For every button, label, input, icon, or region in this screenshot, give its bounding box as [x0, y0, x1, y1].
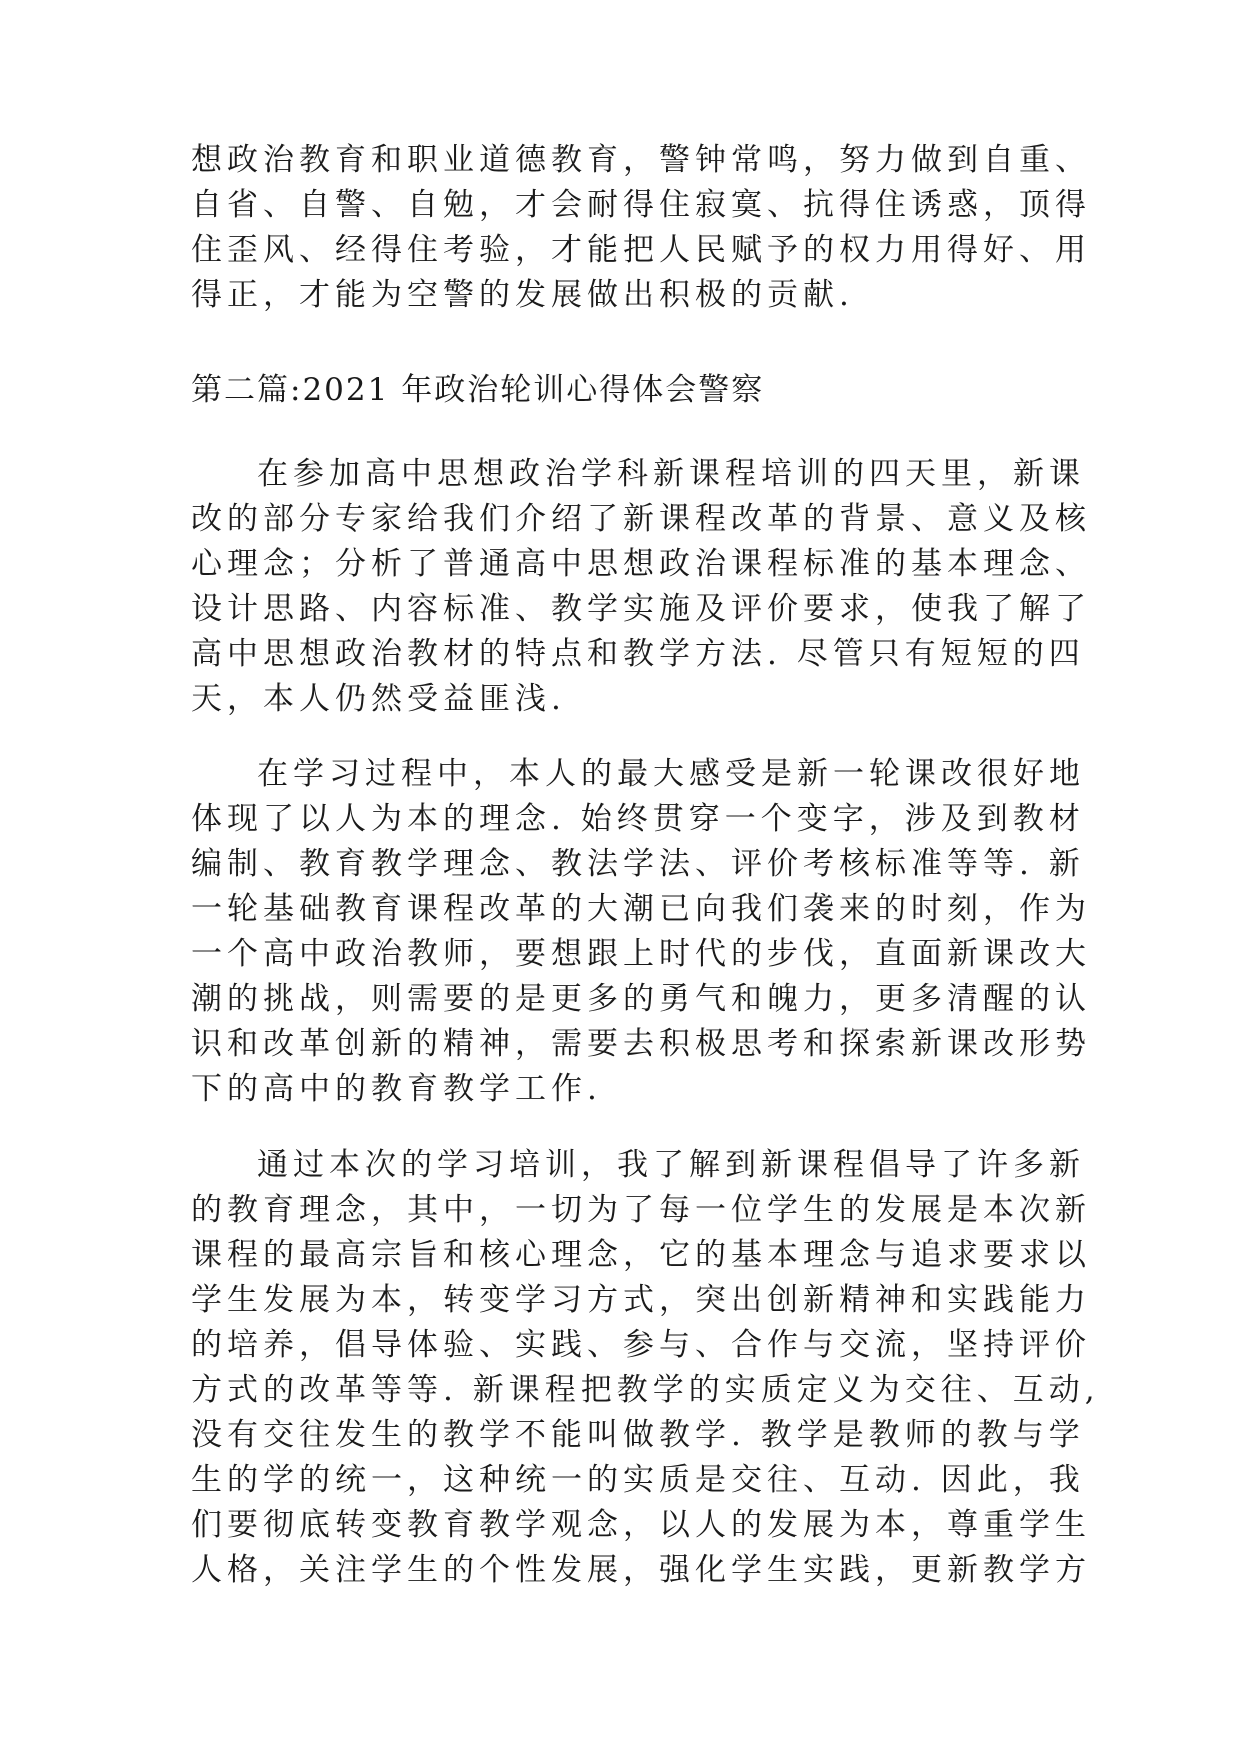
paragraph-3 [191, 1143, 1100, 1593]
text-line: 识和改革创新的精神，需要去积极思考和探索新课改形势 [191, 1026, 1091, 1062]
text-line: 课程的最高宗旨和核心理念，它的基本理念与追求要求以 [191, 1237, 1091, 1273]
text-line: 通过本次的学习培训，我了解到新课程倡导了许多新 [257, 1147, 1085, 1183]
text-line: 人格，关注学生的个性发展，强化学生实践，更新教学方 [191, 1552, 1091, 1588]
text-line: 高中思想政治教材的特点和教学方法. 尽管只有短短的四 [191, 636, 1085, 672]
text-line: 的培养，倡导体验、实践、参与、合作与交流，坚持评价 [191, 1327, 1091, 1363]
text-line: 改的部分专家给我们介绍了新课程改革的背景、意义及核 [191, 501, 1091, 537]
text-line: 想政治教育和职业道德教育，警钟常鸣，努力做到自重、 [191, 142, 1091, 178]
text-line: 学生发展为本，转变学习方式，突出创新精神和实践能力 [191, 1282, 1091, 1318]
text-line: 在学习过程中，本人的最大感受是新一轮课改很好地 [257, 756, 1085, 792]
paragraph-2 [191, 752, 1091, 1112]
text-line: 的教育理念，其中，一切为了每一位学生的发展是本次新 [191, 1192, 1091, 1228]
text-line: 设计思路、内容标准、教学实施及评价要求，使我了解了 [191, 591, 1091, 627]
text-line: 生的学的统一，这种统一的实质是交往、互动. 因此，我 [191, 1462, 1085, 1498]
text-line: 住歪风、经得住考验，才能把人民赋予的权力用得好、用 [191, 232, 1091, 268]
text-line: 自省、自警、自勉，才会耐得住寂寞、抗得住诱惑，顶得 [191, 187, 1091, 223]
intro-paragraph [191, 138, 1091, 318]
text-line: 天，本人仍然受益匪浅. [191, 681, 566, 717]
text-line: 潮的挑战，则需要的是更多的勇气和魄力，更多清醒的认 [191, 981, 1091, 1017]
text-line: 没有交往发生的教学不能叫做教学. 教学是教师的教与学 [191, 1417, 1085, 1453]
text-line: 心理念；分析了普通高中思想政治课程标准的基本理念、 [191, 546, 1091, 582]
text-line: 方式的改革等等. 新课程把教学的实质定义为交往、互动, [191, 1372, 1100, 1408]
section-heading-block [191, 368, 1031, 413]
text-line: 下的高中的教育教学工作. [191, 1071, 602, 1107]
section-heading: 第二篇:2021 年政治轮训心得体会警察 [191, 372, 765, 408]
text-line: 一个高中政治教师，要想跟上时代的步伐，直面新课改大 [191, 936, 1091, 972]
text-line: 编制、教育教学理念、教法学法、评价考核标准等等. 新 [191, 846, 1085, 882]
paragraph-1 [191, 452, 1091, 722]
text-line: 在参加高中思想政治学科新课程培训的四天里，新课 [257, 456, 1085, 492]
text-line: 一轮基础教育课程改革的大潮已向我们袭来的时刻，作为 [191, 891, 1091, 927]
text-line: 得正，才能为空警的发展做出积极的贡献. [191, 277, 854, 313]
text-line: 体现了以人为本的理念. 始终贯穿一个变字，涉及到教材 [191, 801, 1085, 837]
text-line: 们要彻底转变教育教学观念，以人的发展为本，尊重学生 [191, 1507, 1091, 1543]
